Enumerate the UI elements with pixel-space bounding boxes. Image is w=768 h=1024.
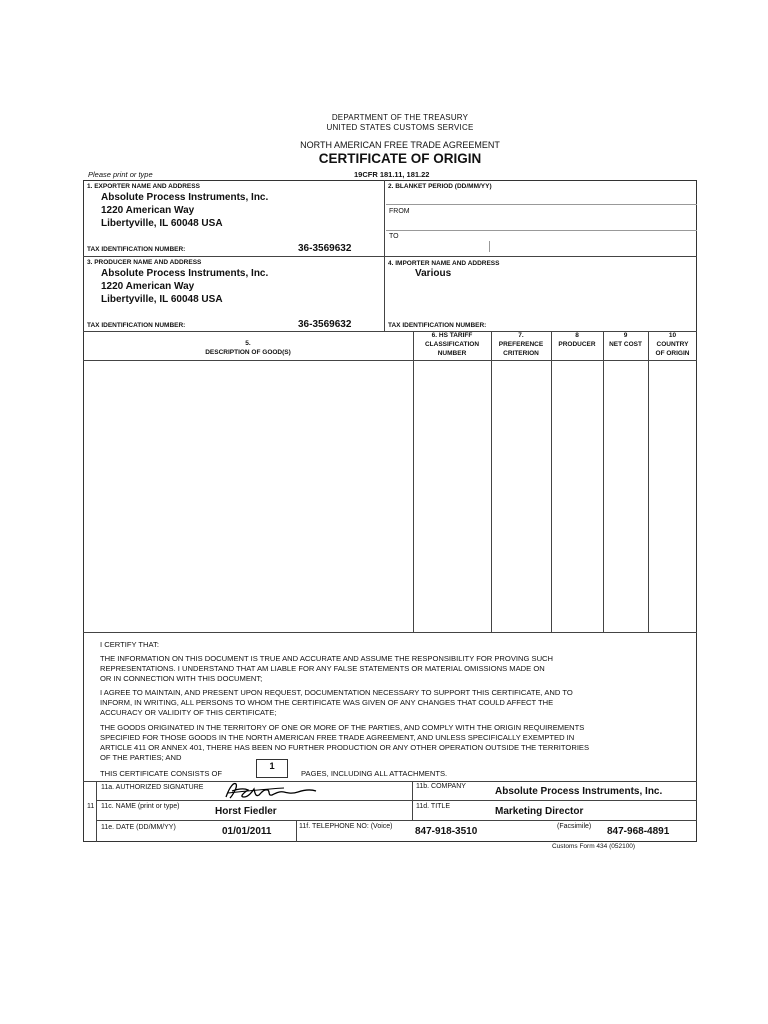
certify-p3-line2: SPECIFIED FOR THOSE GOODS IN THE NORTH AMERICAN FREE TRADE AGREEMENT, AND UNLESS SPECIFICALLY EXEMPTED IN	[100, 733, 575, 742]
name-value[interactable]: Horst Fiedler	[215, 806, 277, 817]
divider	[489, 241, 490, 252]
col-country-header-2: COUNTRY	[656, 341, 689, 348]
title-label: 11d. TITLE	[416, 803, 450, 810]
exporter-street[interactable]: 1220 American Way	[101, 205, 195, 216]
exporter-tax-id[interactable]: 36-3569632	[298, 243, 352, 254]
facsimile-label: (Facsimile)	[557, 823, 592, 830]
pages-count[interactable]: 1	[269, 761, 275, 772]
producer-label: 3. PRODUCER NAME AND ADDRESS	[87, 259, 202, 266]
col-netcost-header-2: NET COST	[609, 341, 642, 348]
col-pref-header: 7.	[518, 332, 524, 339]
importer-tax-label: TAX IDENTIFICATION NUMBER:	[388, 322, 487, 329]
divider	[648, 331, 649, 632]
producer-tax-label: TAX IDENTIFICATION NUMBER:	[87, 322, 186, 329]
divider	[96, 820, 697, 821]
company-value[interactable]: Absolute Process Instruments, Inc.	[495, 786, 663, 797]
col-pref-header-3: CRITERION	[503, 350, 539, 357]
section-11-number: 11	[87, 803, 95, 810]
divider	[386, 230, 697, 231]
certify-pages-text: PAGES, INCLUDING ALL ATTACHMENTS.	[301, 769, 448, 778]
col-hs-header: 6. HS TARIFF	[431, 332, 473, 339]
divider	[96, 800, 697, 801]
exporter-name[interactable]: Absolute Process Instruments, Inc.	[101, 192, 269, 203]
col-desc-header: DESCRIPTION OF GOOD(S)	[205, 349, 291, 356]
department-line: DEPARTMENT OF THE TREASURY	[331, 113, 469, 122]
col-country-header-3: OF ORIGIN	[655, 350, 690, 357]
importer-label: 4. IMPORTER NAME AND ADDRESS	[388, 260, 500, 267]
divider	[83, 256, 697, 257]
certify-p1-line1: THE INFORMATION ON THIS DOCUMENT IS TRUE AND ACCURATE AND ASSUME THE RESPONSIBILITY FOR PROVING SUCH	[100, 654, 554, 663]
producer-city[interactable]: Libertyville, IL 60048 USA	[101, 294, 223, 305]
company-label: 11b. COMPANY	[416, 783, 466, 790]
certify-p3-line4: OF THE PARTIES; AND	[100, 753, 182, 762]
col-desc-number: 5.	[245, 340, 251, 347]
name-label: 11c. NAME (print or type)	[101, 803, 180, 810]
divider	[296, 820, 297, 842]
telephone-label: 11f. TELEPHONE NO: (Voice)	[299, 823, 393, 830]
date-label: 11e. DATE (DD/MM/YY)	[101, 824, 176, 831]
producer-street[interactable]: 1220 American Way	[101, 281, 195, 292]
form-title: CERTIFICATE OF ORIGIN	[318, 151, 482, 166]
certify-p2-line1: I AGREE TO MAINTAIN, AND PRESENT UPON REQUEST, DOCUMENTATION NECESSARY TO SUPPORT THIS CERTIFICATE, AND TO	[100, 688, 573, 697]
producer-name[interactable]: Absolute Process Instruments, Inc.	[101, 268, 269, 279]
divider	[412, 781, 413, 820]
title-value[interactable]: Marketing Director	[495, 806, 584, 817]
print-note: Please print or type	[88, 170, 153, 179]
exporter-tax-label: TAX IDENTIFICATION NUMBER:	[87, 246, 186, 253]
divider	[96, 781, 97, 842]
divider	[413, 331, 414, 632]
col-hs-header-3: NUMBER	[437, 350, 467, 357]
form-number: Customs Form 434 (052100)	[552, 843, 636, 850]
divider	[386, 204, 697, 205]
blanket-period-label: 2. BLANKET PERIOD (DD/MM/YY)	[388, 183, 492, 190]
divider	[384, 180, 385, 331]
col-producer-header: 8	[575, 332, 579, 339]
certify-p2-line3: ACCURACY OR VALIDITY OF THIS CERTIFICATE;	[100, 708, 277, 717]
col-country-header: 10	[668, 332, 677, 339]
col-producer-header-2: PRODUCER	[558, 341, 596, 348]
divider	[83, 360, 697, 361]
col-netcost-header: 9	[623, 332, 628, 339]
telephone-value[interactable]: 847-918-3510	[415, 826, 478, 837]
certify-consists-label: THIS CERTIFICATE CONSISTS OF	[100, 769, 223, 778]
col-pref-header-2: PREFERENCE	[498, 341, 544, 348]
signature-label: 11a. AUTHORIZED SIGNATURE	[101, 784, 204, 791]
divider	[491, 331, 492, 632]
divider	[603, 331, 604, 632]
agreement-line: NORTH AMERICAN FREE TRADE AGREEMENT	[300, 140, 500, 150]
divider	[83, 781, 697, 782]
date-value[interactable]: 01/01/2011	[222, 826, 272, 837]
certify-p3-line1: THE GOODS ORIGINATED IN THE TERRITORY OF ONE OR MORE OF THE PARTIES, AND COMPLY WITH THE ORIGIN REQUIREMENTS	[100, 723, 585, 732]
divider	[551, 331, 552, 632]
service-line: UNITED STATES CUSTOMS SERVICE	[326, 123, 474, 132]
divider	[83, 632, 697, 633]
certify-intro: I CERTIFY THAT:	[100, 640, 159, 649]
col-hs-header-2: CLASSIFICATION	[424, 341, 480, 348]
facsimile-value[interactable]: 847-968-4891	[607, 826, 670, 837]
producer-tax-id[interactable]: 36-3569632	[298, 319, 352, 330]
exporter-city[interactable]: Libertyville, IL 60048 USA	[101, 218, 223, 229]
blanket-to-label: TO	[389, 233, 399, 240]
certify-p1-line2: REPRESENTATIONS. I UNDERSTAND THAT AM LIABLE FOR ANY FALSE STATEMENTS OR MATERIAL OMISSIONS MADE ON	[100, 664, 545, 673]
certify-p2-line2: INFORM, IN WRITING, ALL PERSONS TO WHOM THE CERTIFICATE WAS GIVEN OF ANY CHANGES THAT COULD AFFECT THE	[100, 698, 554, 707]
importer-name[interactable]: Various	[415, 268, 452, 279]
certify-p3-line3: ARTICLE 411 OR ANNEX 401, THERE HAS BEEN NO FURTHER PRODUCTION OR ANY OTHER OPERATION OUTSIDE THE TERRITORIES	[100, 743, 590, 752]
handwritten-signature[interactable]	[222, 780, 318, 802]
blanket-from-label: FROM	[389, 208, 410, 215]
certify-p1-line3: OR IN CONNECTION WITH THIS DOCUMENT;	[100, 674, 263, 683]
cfr-reference: 19CFR 181.11, 181.22	[354, 170, 430, 179]
exporter-label: 1. EXPORTER NAME AND ADDRESS	[87, 183, 200, 190]
